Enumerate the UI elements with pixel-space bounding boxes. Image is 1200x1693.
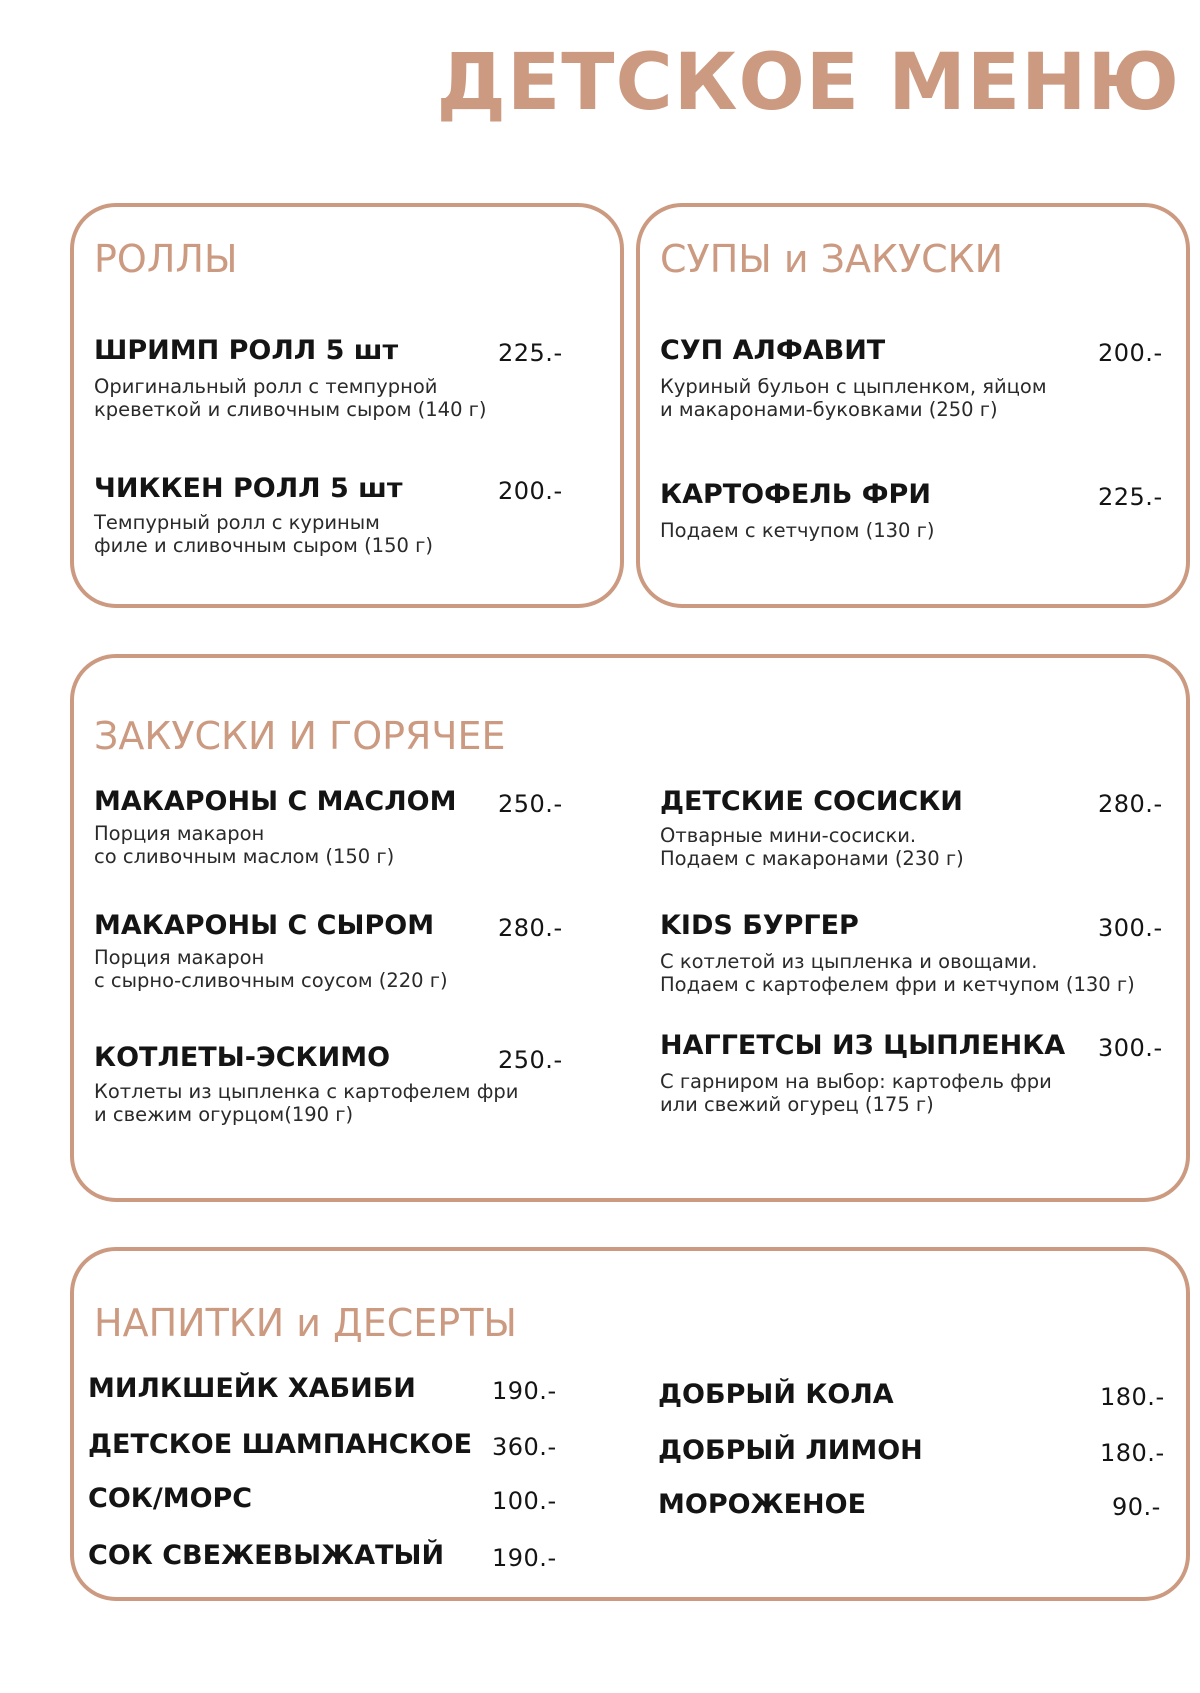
item-name: МИЛКШЕЙК ХАБИБИ: [88, 1373, 416, 1404]
item-description-line: Отварные мини-сосиски.: [660, 824, 917, 847]
hot-dishes-card: [70, 654, 1190, 1202]
item-description: [94, 375, 487, 421]
item-name: ШРИМП РОЛЛ 5 шт: [94, 335, 399, 366]
item-name: КАРТОФЕЛЬ ФРИ: [660, 479, 931, 510]
item-name: МАКАРОНЫ С МАСЛОМ: [94, 786, 457, 817]
item-price: 100.-: [492, 1487, 557, 1515]
item-price: 280.-: [1098, 790, 1163, 818]
item-name: МОРОЖЕНОЕ: [658, 1489, 867, 1520]
item-name: ДЕТСКИЕ СОСИСКИ: [660, 786, 963, 817]
item-description-line: Подаем с кетчупом (130 г): [660, 519, 935, 542]
item-price: 280.-: [498, 914, 563, 942]
item-description-line: филе и сливочным сыром (150 г): [94, 534, 433, 557]
item-name: ЧИККЕН РОЛЛ 5 шт: [94, 473, 403, 504]
item-description-line: Оригинальный ролл с темпурной: [94, 375, 438, 398]
item-description-line: со сливочным маслом (150 г): [94, 845, 395, 868]
item-price: 180.-: [1100, 1383, 1165, 1411]
item-description-line: с сырно-сливочным соусом (220 г): [94, 969, 448, 992]
item-description-line: Темпурный ролл с куриным: [94, 511, 380, 534]
rolls-card: [70, 203, 624, 608]
item-description-line: Подаем с картофелем фри и кетчупом (130 г): [660, 973, 1135, 996]
item-description: [660, 375, 1047, 421]
item-description: [94, 1080, 518, 1126]
item-price: 200.-: [1098, 339, 1163, 367]
item-price: 190.-: [492, 1377, 557, 1405]
item-name: СОК СВЕЖЕВЫЖАТЫЙ: [88, 1540, 445, 1571]
page-title: ДЕТСКОЕ МЕНЮ: [436, 38, 1180, 128]
item-name: МАКАРОНЫ С СЫРОМ: [94, 910, 435, 941]
item-description-line: Куриный бульон с цыпленком, яйцом: [660, 375, 1047, 398]
item-price: 190.-: [492, 1544, 557, 1572]
soups-title: СУПЫ и ЗАКУСКИ: [660, 237, 1004, 281]
item-price: 90.-: [1112, 1493, 1161, 1521]
item-description: [660, 824, 964, 870]
item-description: [94, 822, 394, 868]
item-price: 225.-: [498, 339, 563, 367]
item-name: СОК/МОРС: [88, 1483, 253, 1514]
drinks-title: НАПИТКИ и ДЕСЕРТЫ: [94, 1301, 517, 1345]
item-description-line: С котлетой из цыпленка и овощами.: [660, 950, 1038, 973]
item-description-line: Котлеты из цыпленка с картофелем фри: [94, 1080, 519, 1103]
item-description-line: креветкой и сливочным сыром (140 г): [94, 398, 487, 421]
item-name: КОТЛЕТЫ-ЭСКИМО: [94, 1042, 391, 1073]
soups-card: [636, 203, 1190, 608]
item-description-line: Порция макарон: [94, 946, 265, 969]
item-description: [94, 946, 448, 992]
drinks-card: [70, 1247, 1190, 1601]
hot-dishes-title: ЗАКУСКИ И ГОРЯЧЕЕ: [94, 714, 506, 758]
item-name: ДОБРЫЙ КОЛА: [658, 1379, 894, 1410]
item-description-line: С гарниром на выбор: картофель фри: [660, 1070, 1052, 1093]
item-name: ДОБРЫЙ ЛИМОН: [658, 1435, 923, 1466]
item-name: ДЕТСКОЕ ШАМПАНСКОЕ: [88, 1429, 473, 1460]
item-price: 360.-: [492, 1433, 557, 1461]
item-name: СУП АЛФАВИТ: [660, 335, 886, 366]
item-description: [94, 511, 433, 557]
item-description-line: или свежий огурец (175 г): [660, 1093, 934, 1116]
item-description: [660, 950, 1135, 996]
item-name: KIDS БУРГЕР: [660, 910, 859, 941]
item-description-line: и макаронами-буковками (250 г): [660, 398, 998, 421]
item-price: 250.-: [498, 790, 563, 818]
rolls-title: РОЛЛЫ: [94, 237, 238, 281]
item-price: 300.-: [1098, 1034, 1163, 1062]
item-description-line: и свежим огурцом(190 г): [94, 1103, 354, 1126]
item-price: 250.-: [498, 1046, 563, 1074]
item-description: [660, 519, 935, 542]
item-price: 180.-: [1100, 1439, 1165, 1467]
item-description: [660, 1070, 1052, 1116]
item-price: 200.-: [498, 477, 563, 505]
item-name: НАГГЕТСЫ ИЗ ЦЫПЛЕНКА: [660, 1030, 1066, 1061]
item-description-line: Подаем с макаронами (230 г): [660, 847, 964, 870]
item-price: 225.-: [1098, 483, 1163, 511]
item-price: 300.-: [1098, 914, 1163, 942]
item-description-line: Порция макарон: [94, 822, 265, 845]
